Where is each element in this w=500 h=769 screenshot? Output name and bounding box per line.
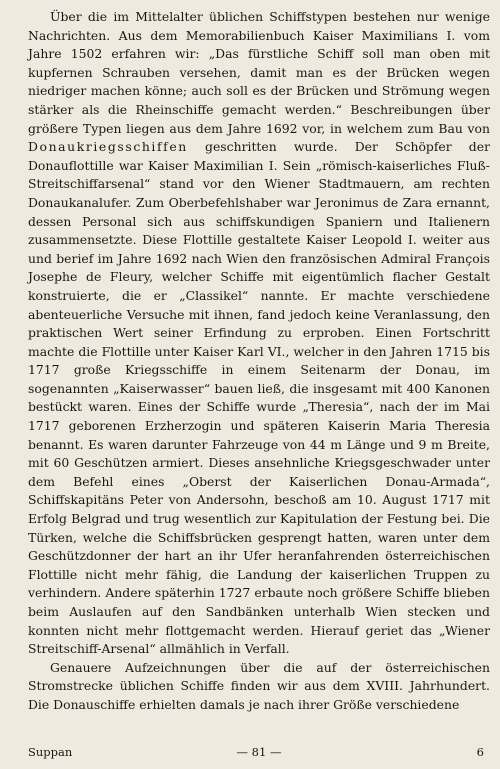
body-text <box>28 8 490 715</box>
footer-signature: 6 <box>476 745 484 759</box>
paragraph-1-part-3: geschritten wurde. Der Schöpfer der Donauflottille war Kaiser Maximilian I. Sein „römisch-kaiserliches Fluß-Streitschiffarsenal“ stand vor den Wiener Stadtmauern, am rechten Donaukanalufer. Zum Oberbefehlshaber war Jeronimus de Zara ernannt, dessen Personal sich aus schiffskundigen Spaniern und Italienern zusammensetzte. Diese Flottille gestaltete Kaiser Leopold I. weiter aus und berief im Jahre 1692 nach Wien den französischen Admiral François Josephe de Fleury, welcher Schiffe mit eigentümlich flacher Gestalt konstruierte, die er „Classikel“ nannte. Er machte verschiedene abenteuerliche Versuche mit ihnen, fand jedoch keine Veranlassung, den praktischen Wert seiner Erfindung zu erproben. Einen Fortschritt machte die Flottille unter Kaiser Karl VI., welcher in den Jahren 1715 bis 1717 große Kriegsschiffe in einem Seitenarm der Donau, im sogenannten „Kaiserwasser“ bauen ließ, die insgesamt mit 400 Kanonen bestückt waren. Eines der Schiffe wurde „Theresia“, nach der im Mai 1717 geborenen Erzherzogin und späteren Kaiserin Maria Theresia benannt. Es waren darunter Fahrzeuge von 44 m Länge und 9 m Breite, mit 60 Geschützen armiert. Dieses ansehnliche Kriegsgeschwader unter dem Befehl eines „Oberst der Kaiserlichen Donau-Armada“, Schiffskapitäns Peter von Andersohn, beschoß am 10. August 1717 mit Erfolg Belgrad und trug wesentlich zur Kapitulation der Festung bei. Die Türken, welche die Schiffsbrücken gesprengt hatten, waren unter dem Geschützdonner der hart an ihr Ufer heranfahrenden österreichischen Flottille nicht mehr fähig, die Landung der kaiserlichen Truppen zu verhindern. Andere späterhin 1727 erbaute noch größere Schiffe blieben beim Auslaufen auf den Sandbänken unterhalb Wien stecken und konnten nicht mehr flottgemacht werden. Hierauf geriet das „Wiener Streitschiff-Arsenal“ allmählich in Verfall. <box>28 139 490 657</box>
paragraph-1-part-1: Über die im Mittelalter üblichen Schiffstypen bestehen nur wenige Nachrichten. Aus dem Memorabilienbuch Kaiser Maximilians I. vom Jahre 1502 erfahren wir: „Das fürstliche Schiff soll man oben mit kupfernen Schrauben versehen, damit man es der Brücken wegen niedriger machen könne; auch soll es der Brücken und Strömung wegen stärker als die Rheinschiffe gemacht werden.“ Beschreibungen über größere Typen liegen aus dem Jahre 1692 vor, in welchem zum Bau von <box>28 9 490 136</box>
paragraph-2 <box>28 659 490 715</box>
paragraph-2-text: Genauere Aufzeichnungen über die auf der österreichischen Stromstrecke üblichen Schiffe finden wir aus dem XVIII. Jahrhundert. Die Donauschiffe erhielten damals je nach ihrer Größe verschiedene <box>28 659 490 712</box>
emphasis-donaukriegsschiffen: Donaukriegsschiffen <box>28 139 188 155</box>
paragraph-1 <box>28 8 490 659</box>
footer-page-number: — 81 — <box>236 745 282 759</box>
footer-author: Suppan <box>28 745 73 759</box>
page-footer <box>28 745 490 763</box>
